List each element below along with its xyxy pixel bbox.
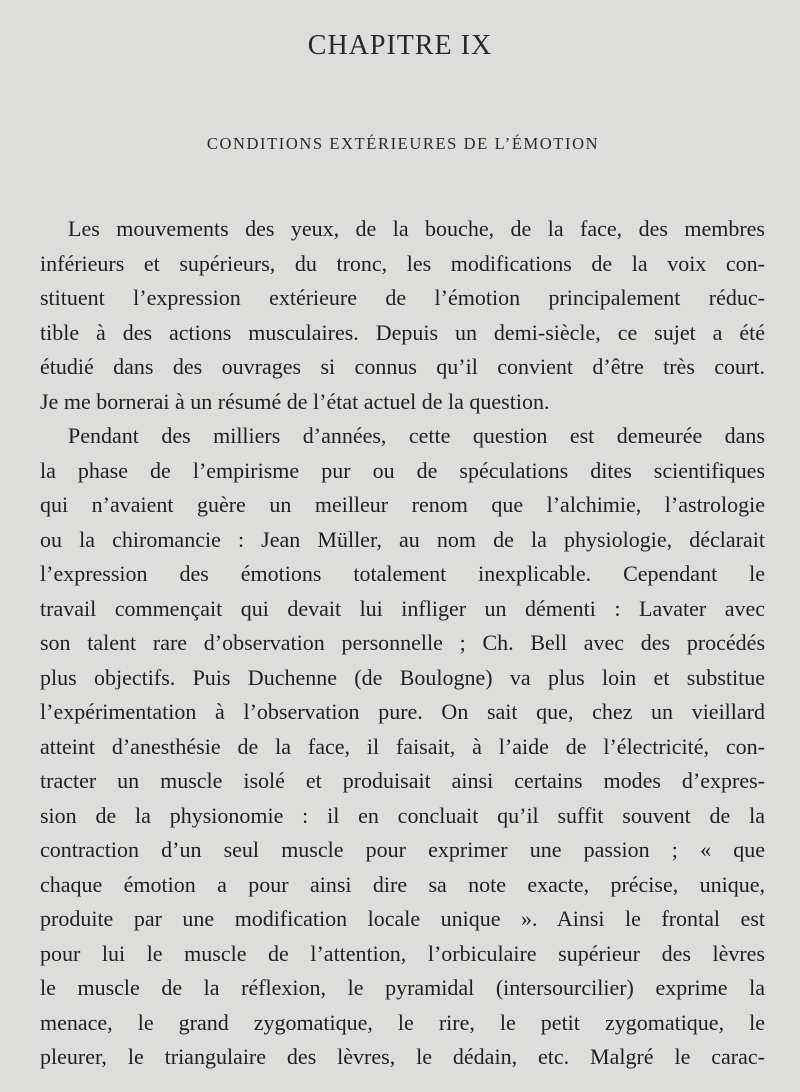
text-line: la phase de l’empirisme pur ou de spéculations dites scientifiques — [40, 457, 765, 483]
text-line: inférieurs et supérieurs, du tronc, les modifications de la voix con- — [40, 250, 765, 276]
text-line: tible à des actions musculaires. Depuis un demi-siècle, ce sujet a été — [40, 319, 765, 345]
text-line: pour lui le muscle de l’attention, l’orbiculaire supérieur des lèvres — [40, 940, 765, 966]
text-line: Je me bornerai à un résumé de l’état actuel de la question. — [40, 388, 550, 414]
text-line: menace, le grand zygomatique, le rire, le petit zygomatique, le — [40, 1009, 765, 1035]
text-line: l’expérimentation à l’observation pure. On sait que, chez un vieillard — [40, 699, 765, 724]
text-line: Les mouvements des yeux, de la bouche, de la face, des membres — [68, 216, 765, 241]
text-line: stituent l’expression extérieure de l’émotion principalement réduc- — [40, 285, 765, 310]
chapter-title: CHAPITRE IX — [307, 30, 493, 61]
text-line: tracter un muscle isolé et produisait ainsi certains modes d’expres- — [40, 768, 765, 793]
paragraph-1 — [40, 212, 765, 419]
text-line: chaque émotion a pour ainsi dire sa note exacte, précise, unique, — [40, 871, 765, 897]
text-line: atteint d’anesthésie de la face, il faisait, à l’aide de l’électricité, con- — [40, 733, 765, 759]
text-line: l’expression des émotions totalement inexplicable. Cependant le — [40, 561, 765, 586]
text-line: son talent rare d’observation personnelle ; Ch. Bell avec des procédés — [40, 630, 765, 655]
text-line: ou la chiromancie : Jean Müller, au nom de la physiologie, déclarait — [40, 526, 765, 552]
text-line: contraction d’un seul muscle pour exprimer une passion ; « que — [40, 837, 765, 862]
text-line: travail commençait qui devait lui infliger un démenti : Lavater avec — [40, 595, 765, 621]
text-line: étudié dans des ouvrages si connus qu’il convient d’être très court. — [40, 354, 765, 379]
text-line: produite par une modification locale unique ». Ainsi le frontal est — [40, 906, 765, 931]
body-text — [40, 212, 765, 1075]
text-line: Pendant des milliers d’années, cette question est demeurée dans — [68, 423, 765, 448]
text-line: qui n’avaient guère un meilleur renom que l’alchimie, l’astrologie — [40, 492, 765, 517]
text-line: sion de la physionomie : il en concluait qu’il suffit souvent de la — [40, 802, 765, 828]
paragraph-2 — [40, 419, 765, 1075]
text-line: le muscle de la réflexion, le pyramidal (intersourcilier) exprime la — [40, 975, 765, 1000]
text-line: pleurer, le triangulaire des lèvres, le dédain, etc. Malgré le carac- — [40, 1044, 765, 1069]
text-line: plus objectifs. Puis Duchenne (de Boulogne) va plus loin et substitue — [40, 664, 765, 690]
section-title: CONDITIONS EXTÉRIEURES DE L’ÉMOTION — [206, 134, 600, 153]
